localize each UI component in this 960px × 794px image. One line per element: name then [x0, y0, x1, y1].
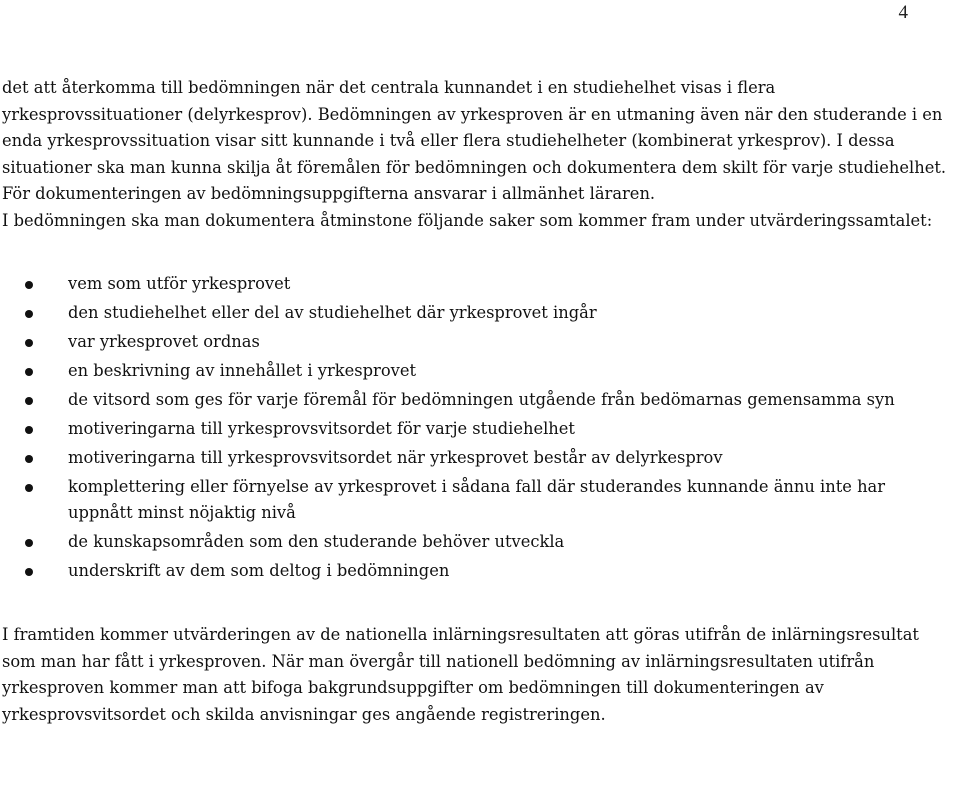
list-intro-paragraph: I bedömningen ska man dokumentera åtminstone följande saker som kommer fram under utvärderingssamtalet: — [2, 210, 933, 230]
bullet-icon — [25, 455, 33, 463]
list-item — [2, 300, 954, 326]
list-item-text: de kunskapsområden som den studerande behöver utveckla — [68, 532, 565, 551]
list-item-text: en beskrivning av innehållet i yrkesprovet — [68, 361, 416, 380]
list-item — [2, 445, 954, 471]
bullet-icon — [25, 339, 33, 347]
bullet-icon — [25, 568, 33, 576]
intro-paragraph: det att återkomma till bedömningen när det centrala kunnandet i en studiehelhet visas i flera yrkesprovssituationer (delyrkesprov). Bedömningen av yrkesproven är en utmaning även när den studerande i en enda yrkesprovssituation visar sitt kunnande i två eller flera studiehelheter (kombinerat yrkesprov). I dessa situationer ska man kunna skilja åt föremålen för bedömningen och dokumentera dem skilt för varje studiehelhet. För dokumenteringen av bedömningsuppgifterna ansvarar i allmänhet läraren. — [2, 78, 947, 203]
list-item — [2, 529, 954, 555]
list-item-text: motiveringarna till yrkesprovsvitsordet för varje studiehelhet — [68, 419, 575, 438]
documentation-list — [2, 271, 954, 584]
bullet-icon — [25, 310, 33, 318]
list-item-text: den studiehelhet eller del av studiehelhet där yrkesprovet ingår — [68, 303, 597, 322]
closing-paragraph: I framtiden kommer utvärderingen av de nationella inlärningsresultaten att göras utifrån de inlärningsresultat som man har fått i yrkesproven. När man övergår till nationell bedömning av inlärningsresultaten utifrån yrkesproven kommer man att bifoga bakgrundsuppgifter om bedömningen till dokumenteringen av yrkesprovsvitsordet och skilda anvisningar ges angående registreringen. — [2, 625, 919, 724]
list-item — [2, 329, 954, 355]
list-item — [2, 387, 954, 413]
page-number: 4 — [898, 2, 908, 23]
bullet-icon — [25, 539, 33, 547]
document-body — [2, 75, 954, 728]
bullet-icon — [25, 426, 33, 434]
bullet-icon — [25, 281, 33, 289]
list-item-text: vem som utför yrkesprovet — [68, 274, 291, 293]
list-item-text: motiveringarna till yrkesprovsvitsordet när yrkesprovet består av delyrkesprov — [68, 448, 723, 467]
list-item — [2, 358, 954, 384]
list-item — [2, 416, 954, 442]
list-item-text: de vitsord som ges för varje föremål för bedömningen utgående från bedömarnas gemensamma syn — [68, 390, 895, 409]
list-item — [2, 474, 954, 526]
list-item-text: var yrkesprovet ordnas — [68, 332, 260, 351]
list-item-text: underskrift av dem som deltog i bedömningen — [68, 561, 450, 580]
bullet-icon — [25, 397, 33, 405]
bullet-icon — [25, 484, 33, 492]
list-item — [2, 271, 954, 297]
bullet-icon — [25, 368, 33, 376]
list-item-text: komplettering eller förnyelse av yrkesprovet i sådana fall där studerandes kunnande ännu inte har uppnått minst nöjaktig nivå — [68, 477, 886, 522]
list-item — [2, 558, 954, 584]
